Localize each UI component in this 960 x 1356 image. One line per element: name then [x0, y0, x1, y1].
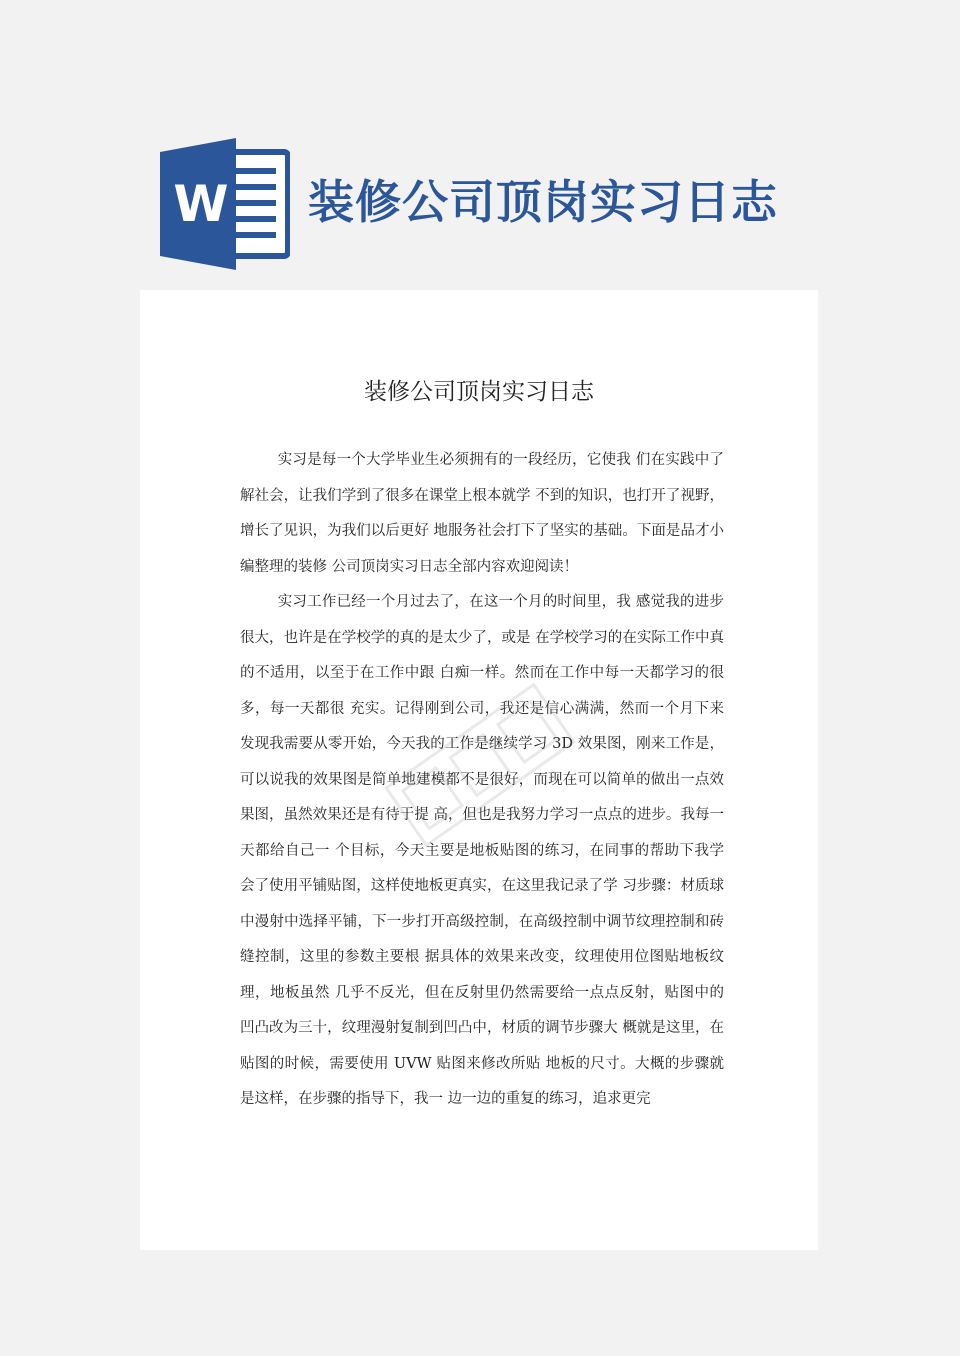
word-icon-letter: W	[173, 175, 229, 233]
header-banner	[160, 138, 860, 270]
banner-title: 装修公司顶岗实习日志	[308, 175, 778, 229]
document-title: 装修公司顶岗实习日志	[364, 379, 594, 405]
paragraph-log: 实习工作已经一个月过去了，在这一个月的时间里，我 感觉我的进步很大，也许是在学校学的真的是太少了，或是 在学校学习的在实际工作中真的不适用，以至于在工作中跟 白痴一样。然而在工作中每一天都学习的很多，每一天都很 充实。记得刚到公司，我还是信心满满，然而一个月下来 发现我需要从零开始，今天我的工作是继续学习 3D 效果图，刚来工作是，可以说我的效果图是简单地建模都不是很好，而现在可以简单的做出一点效果图，虽然效果还是有待于提 高，但也是我努力学习一点点的进步。我每一天都给自己一 个目标，今天主要是地板贴图的练习，在同事的帮助下我学 会了使用平铺贴图，这样使地板更真实，在这里我记录了学 习步骤：材质球中漫射中选择平铺，下一步打开高级控制，在高级控制中调节纹理控制和砖缝控制，这里的参数主要根 据具体的效果来改变，纹理使用位图贴地板纹理，地板虽然 几乎不反光，但在反射里仍然需要给一点点反射，贴图中的 凹凸改为三十，纹理漫射复制到凹凸中，材质的调节步骤大 概就是这里，在贴图的时候，需要使用 UVW 贴图来修改所贴 地板的尺寸。大概的步骤就是这样，在步骤的指导下，我一 边一边的重复的练习，追求更完	[240, 594, 724, 1107]
document-body	[240, 443, 724, 1118]
paragraph-intro: 实习是每一个大学毕业生必须拥有的一段经历，它使我 们在实践中了解社会，让我们学到了很多在课堂上根本就学 不到的知识，也打开了视野，增长了见识，为我们以后更好 地服务社会打下了坚实的基础。下面是品才小编整理的装修 公司顶岗实习日志全部内容欢迎阅读！	[240, 452, 724, 575]
document-page	[140, 290, 818, 1250]
